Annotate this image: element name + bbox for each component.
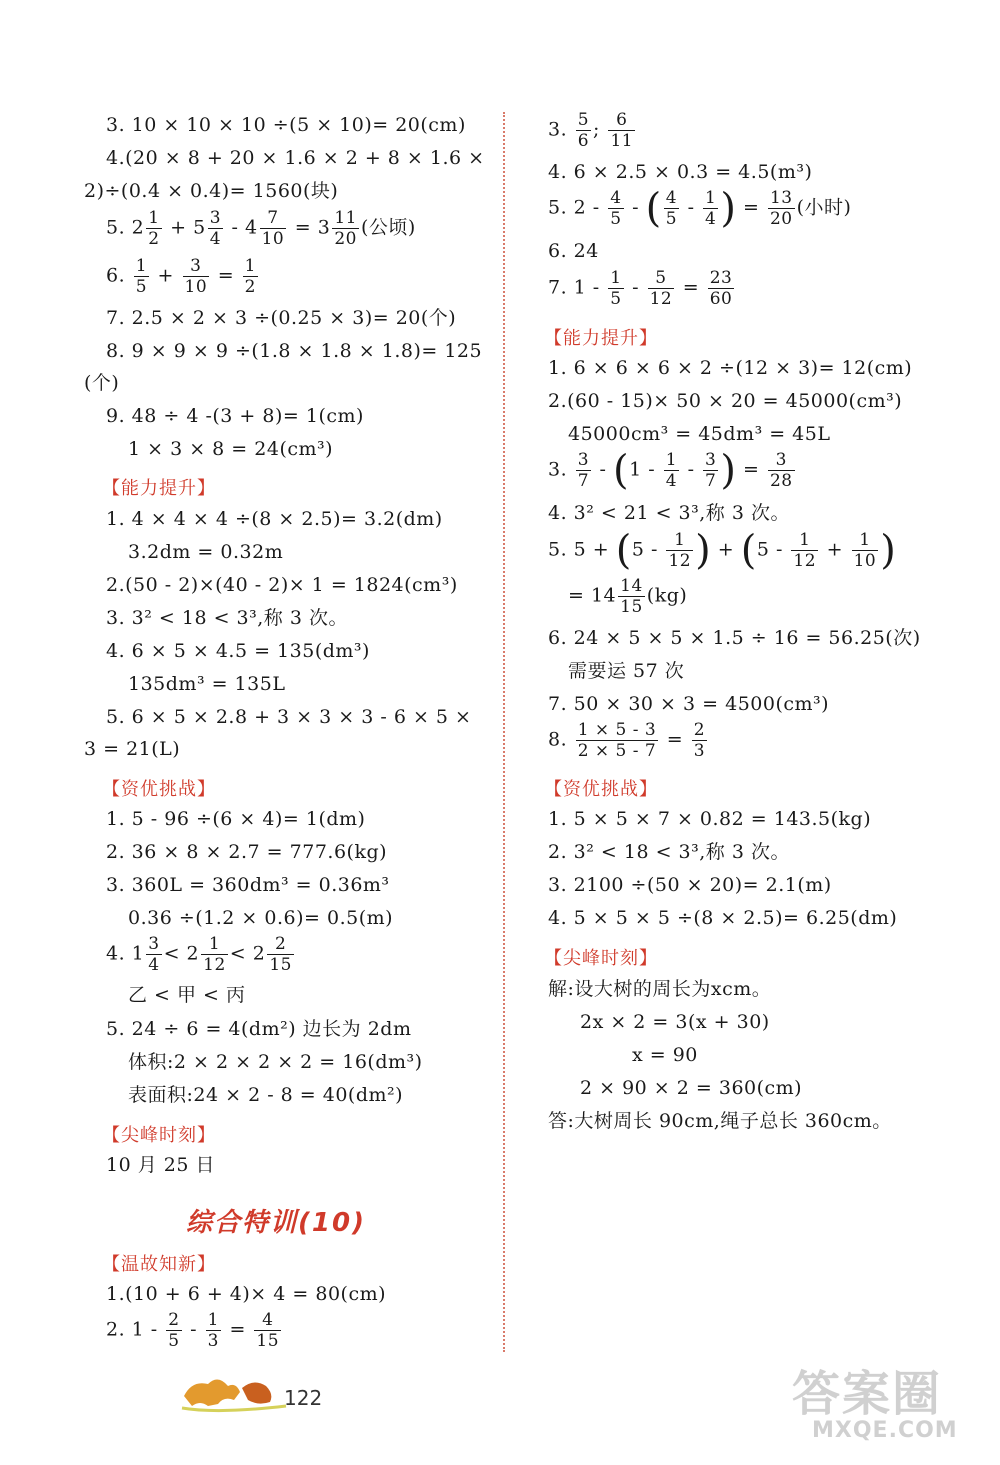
- answer-line: 9. 48 ÷ 4 -(3 + 8)= 1(cm): [106, 405, 364, 427]
- answer-line: 解:设大树的周长为xcm。: [548, 978, 772, 1000]
- column-divider: [503, 112, 505, 1352]
- answer-line: 3. 360L = 360dm³ = 0.36m³: [106, 874, 390, 896]
- answer-line: 4. 3² < 21 < 3³,称 3 次。: [548, 502, 790, 524]
- answer-line: x = 90: [632, 1044, 698, 1066]
- answer-line: 6. 24 × 5 × 5 × 1.5 ÷ 16 = 56.25(次): [548, 627, 921, 649]
- answer-line: 1 × 3 × 8 = 24(cm³): [128, 438, 334, 460]
- section-header: 【尖峰时刻】: [544, 948, 658, 969]
- answer-line: 45000cm³ = 45dm³ = 45L: [568, 423, 831, 445]
- answer-line: 乙 < 甲 < 丙: [128, 984, 246, 1006]
- section-header: 【资优挑战】: [544, 779, 658, 800]
- answer-line-fraction: 8. $\frac{1 \times 5 - 3}{2 \times 5 - 7}$ = $\frac{2}{3}$: [548, 720, 706, 761]
- answer-line: 答:大树周长 90cm,绳子总长 360cm。: [548, 1110, 892, 1132]
- answer-line-fraction: 3. $\frac{5}{6}$ ; $\frac{6}{11}$: [548, 110, 634, 151]
- answer-line-fraction: 7. 1 - $\frac{1}{5}$ - $\frac{5}{12}$ = $\frac{23}{60}$: [548, 268, 733, 309]
- answer-line: 4. 6 × 2.5 × 0.3 = 4.5(m³): [548, 161, 813, 183]
- answer-line-fraction: 6. $\frac{1}{5}$ + $\frac{3}{10}$ = $\frac{1}{2}$: [106, 256, 256, 297]
- answer-line: 10 月 25 日: [106, 1154, 215, 1176]
- page-number: 122: [284, 1386, 323, 1410]
- section-header: 【温故知新】: [102, 1254, 216, 1275]
- answer-line: 体积:2 × 2 × 2 × 2 = 16(dm³): [128, 1051, 423, 1073]
- answer-line: 4. 5 × 5 × 5 ÷(8 × 2.5)= 6.25(dm): [548, 907, 898, 929]
- answer-line: 2x × 2 = 3(x + 30): [580, 1011, 770, 1033]
- answer-line: 需要运 57 次: [568, 660, 685, 682]
- answer-line: 8. 9 × 9 × 9 ÷(1.8 × 1.8 × 1.8)= 125: [106, 340, 483, 362]
- answer-line: 3 = 21(L): [84, 738, 181, 760]
- answer-line: 5. 24 ÷ 6 = 4(dm²) 边长为 2dm: [106, 1018, 412, 1040]
- answer-line: 2.(50 - 2)×(40 - 2)× 1 = 1824(cm³): [106, 574, 458, 596]
- answer-line: 1.(10 + 6 + 4)× 4 = 80(cm): [106, 1283, 387, 1305]
- answer-line: 4.(20 × 8 + 20 × 1.6 × 2 + 8 × 1.6 ×: [106, 147, 485, 169]
- answer-line: 4. 6 × 5 × 4.5 = 135(dm³): [106, 640, 370, 662]
- answer-line: 2.(60 - 15)× 50 × 20 = 45000(cm³): [548, 390, 903, 412]
- answer-line: 1. 5 × 5 × 7 × 0.82 = 143.5(kg): [548, 808, 872, 830]
- section-header: 【尖峰时刻】: [102, 1125, 216, 1146]
- answer-line-fraction: 5. 5 + (5 - $\frac{1}{12}$ ) + (5 - $\frac{1}{12}$ + $\frac{1}{10}$ ): [548, 527, 897, 574]
- answer-line: 0.36 ÷(1.2 × 0.6)= 0.5(m): [128, 907, 394, 929]
- answer-line: 5. 6 × 5 × 2.8 + 3 × 3 × 3 - 6 × 5 ×: [106, 706, 472, 728]
- horse-decoration-icon: [178, 1366, 288, 1416]
- answer-line: 表面积:24 × 2 - 8 = 40(dm²): [128, 1084, 404, 1106]
- answer-line: (个): [84, 372, 120, 394]
- section-header: 【能力提升】: [102, 478, 216, 499]
- answer-line: 2)÷(0.4 × 0.4)= 1560(块): [84, 180, 339, 202]
- answer-line-fraction: 5. 2 - $\frac{4}{5}$ - ( $\frac{4}{5}$ - $\frac{1}{4}$ ) = $\frac{13}{20}$ (小时): [548, 185, 852, 232]
- answer-line: 3. 2100 ÷(50 × 20)= 2.1(m): [548, 874, 832, 896]
- answer-line: 3. 3² < 18 < 3³,称 3 次。: [106, 607, 348, 629]
- watermark: [792, 1355, 982, 1455]
- answer-line: 3. 10 × 10 × 10 ÷(5 × 10)= 20(cm): [106, 114, 466, 136]
- answer-line-fraction: = 14 $\frac{14}{15}$ (kg): [568, 576, 688, 617]
- page-title: 综合特训(10): [186, 1208, 366, 1238]
- answer-line: 135dm³ = 135L: [128, 673, 286, 695]
- answer-line: 2. 3² < 18 < 3³,称 3 次。: [548, 841, 790, 863]
- answer-line-fraction: 3. $\frac{3}{7}$ - (1 - $\frac{1}{4}$ - $\frac{3}{7}$ ) = $\frac{3}{28}$: [548, 447, 793, 494]
- answer-line: 1. 5 - 96 ÷(6 × 4)= 1(dm): [106, 808, 366, 830]
- answer-line: 1. 6 × 6 × 6 × 2 ÷(12 × 3)= 12(cm): [548, 357, 913, 379]
- answer-line: 1. 4 × 4 × 4 ÷(8 × 2.5)= 3.2(dm): [106, 508, 443, 530]
- answer-line: 2. 36 × 8 × 2.7 = 777.6(kg): [106, 841, 388, 863]
- answer-line-fraction: 2. 1 - $\frac{2}{5}$ - $\frac{1}{3}$ = $\frac{4}{15}$: [106, 1310, 280, 1351]
- answer-line: 2 × 90 × 2 = 360(cm): [580, 1077, 803, 1099]
- section-header: 【资优挑战】: [102, 779, 216, 800]
- watermark-url: MXQE.COM: [812, 1418, 958, 1443]
- answer-line-fraction: 4. 1 $\frac{3}{4}$ < 2 $\frac{1}{12}$ < 2 $\frac{2}{15}$: [106, 934, 292, 975]
- watermark-text: 答案圈: [792, 1366, 943, 1422]
- answer-line-fraction: 5. 2 $\frac{1}{2}$ + 5 $\frac{3}{4}$ - 4 $\frac{7}{10}$ = 3 $\frac{11}{20}$ (公顷): [106, 208, 416, 249]
- answer-line: 6. 24: [548, 240, 599, 262]
- answer-line: 7. 50 × 30 × 3 = 4500(cm³): [548, 693, 830, 715]
- answer-line: 7. 2.5 × 2 × 3 ÷(0.25 × 3)= 20(个): [106, 307, 457, 329]
- answer-line: 3.2dm = 0.32m: [128, 541, 284, 563]
- section-header: 【能力提升】: [544, 328, 658, 349]
